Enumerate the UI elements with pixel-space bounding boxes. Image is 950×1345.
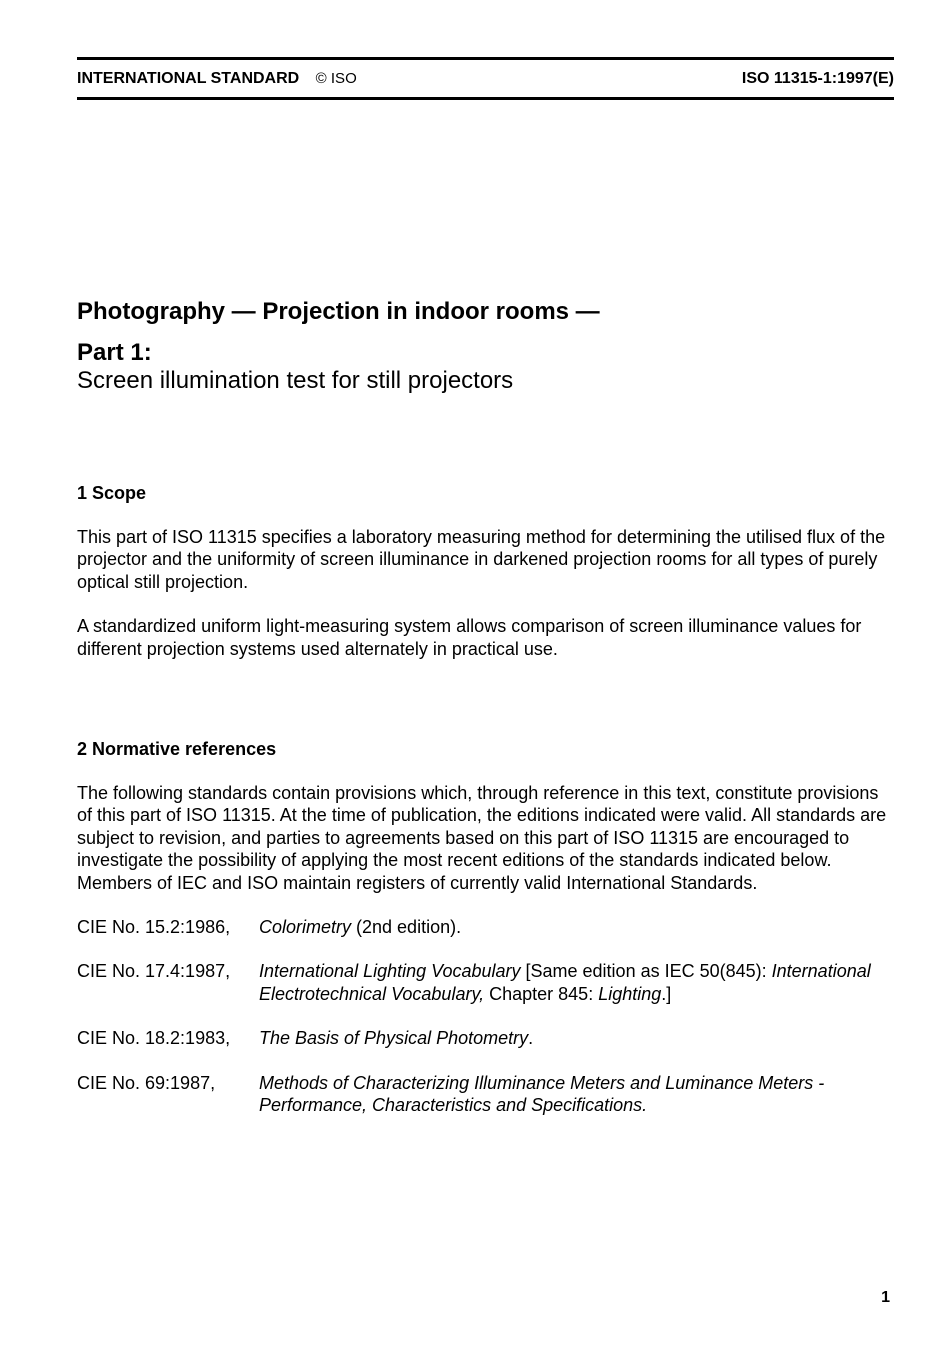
reference-code: CIE No. 69:1987, (77, 1072, 216, 1093)
reference-item (77, 1027, 894, 1049)
title-part: Part 1: (77, 339, 152, 366)
reference-text: Chapter 845: (484, 983, 599, 1004)
reference-suffix: (2nd edition). (351, 917, 462, 938)
reference-description (259, 916, 894, 938)
reference-title: Methods of Characterizing Illuminance Meters and Luminance Meters - Performance, Characteristics and Specifications. (259, 1072, 825, 1116)
title-main: Photography — Projection in indoor rooms — (77, 298, 600, 325)
reference-suffix: .] (661, 983, 672, 1004)
document-body (77, 481, 894, 1139)
reference-title: Lighting (598, 983, 662, 1004)
normative-intro-paragraph: The following standards contain provisions which, through reference in this text, constitute provisions of this part of ISO 11315. At the time of publication, the editions indicated were valid. All standards are subject to revision, and parties to agreements based on this part of ISO 11315 are encouraged to investigate the possibility of applying the most recent editions of the standards indicated below. Members of IEC and ISO maintain registers of currently valid International Standards. (77, 783, 887, 893)
reference-title: Colorimetry (259, 917, 352, 938)
reference-code: CIE No. 18.2:1983, (77, 1028, 231, 1049)
reference-title: The Basis of Physical Photometry (259, 1028, 529, 1049)
document-title (77, 297, 894, 395)
reference-item (77, 1072, 894, 1117)
reference-text: [Same edition as IEC 50(845): (520, 961, 772, 982)
reference-code: CIE No. 15.2:1986, (77, 917, 231, 938)
page-number: 1 (881, 1289, 890, 1306)
standard-label: INTERNATIONAL STANDARD (77, 70, 300, 87)
reference-description (259, 1027, 894, 1049)
header-top-rule (77, 57, 894, 60)
section-heading-scope: 1 Scope (77, 483, 147, 503)
section-spacer (77, 682, 894, 737)
reference-description (259, 1072, 894, 1117)
reference-item (77, 960, 894, 1005)
reference-description (259, 960, 894, 1005)
document-id: ISO 11315-1:1997(E) (741, 70, 894, 87)
reference-title: International Lighting Vocabulary (259, 961, 521, 982)
reference-suffix: . (528, 1028, 534, 1049)
scope-paragraph: A standardized uniform light-measuring system allows comparison of screen illuminance values for different projection systems used alternately in practical use. (77, 616, 862, 659)
reference-title: International Electrotechnical Vocabulary, (259, 961, 871, 1004)
header-left (77, 69, 357, 89)
header-bottom-rule (77, 97, 894, 100)
reference-code: CIE No. 17.4:1987, (77, 961, 231, 982)
title-subtitle: Screen illumination test for still projectors (77, 367, 514, 394)
section-heading-normative-references: 2 Normative references (77, 739, 277, 760)
copyright-notice: © ISO (315, 70, 357, 87)
scope-paragraph: This part of ISO 11315 specifies a laboratory measuring method for determining the utilised flux of the projector and the uniformity of screen illuminance in darkened projection rooms for all types of purely optical still projection. (77, 527, 886, 592)
reference-item (77, 916, 894, 938)
